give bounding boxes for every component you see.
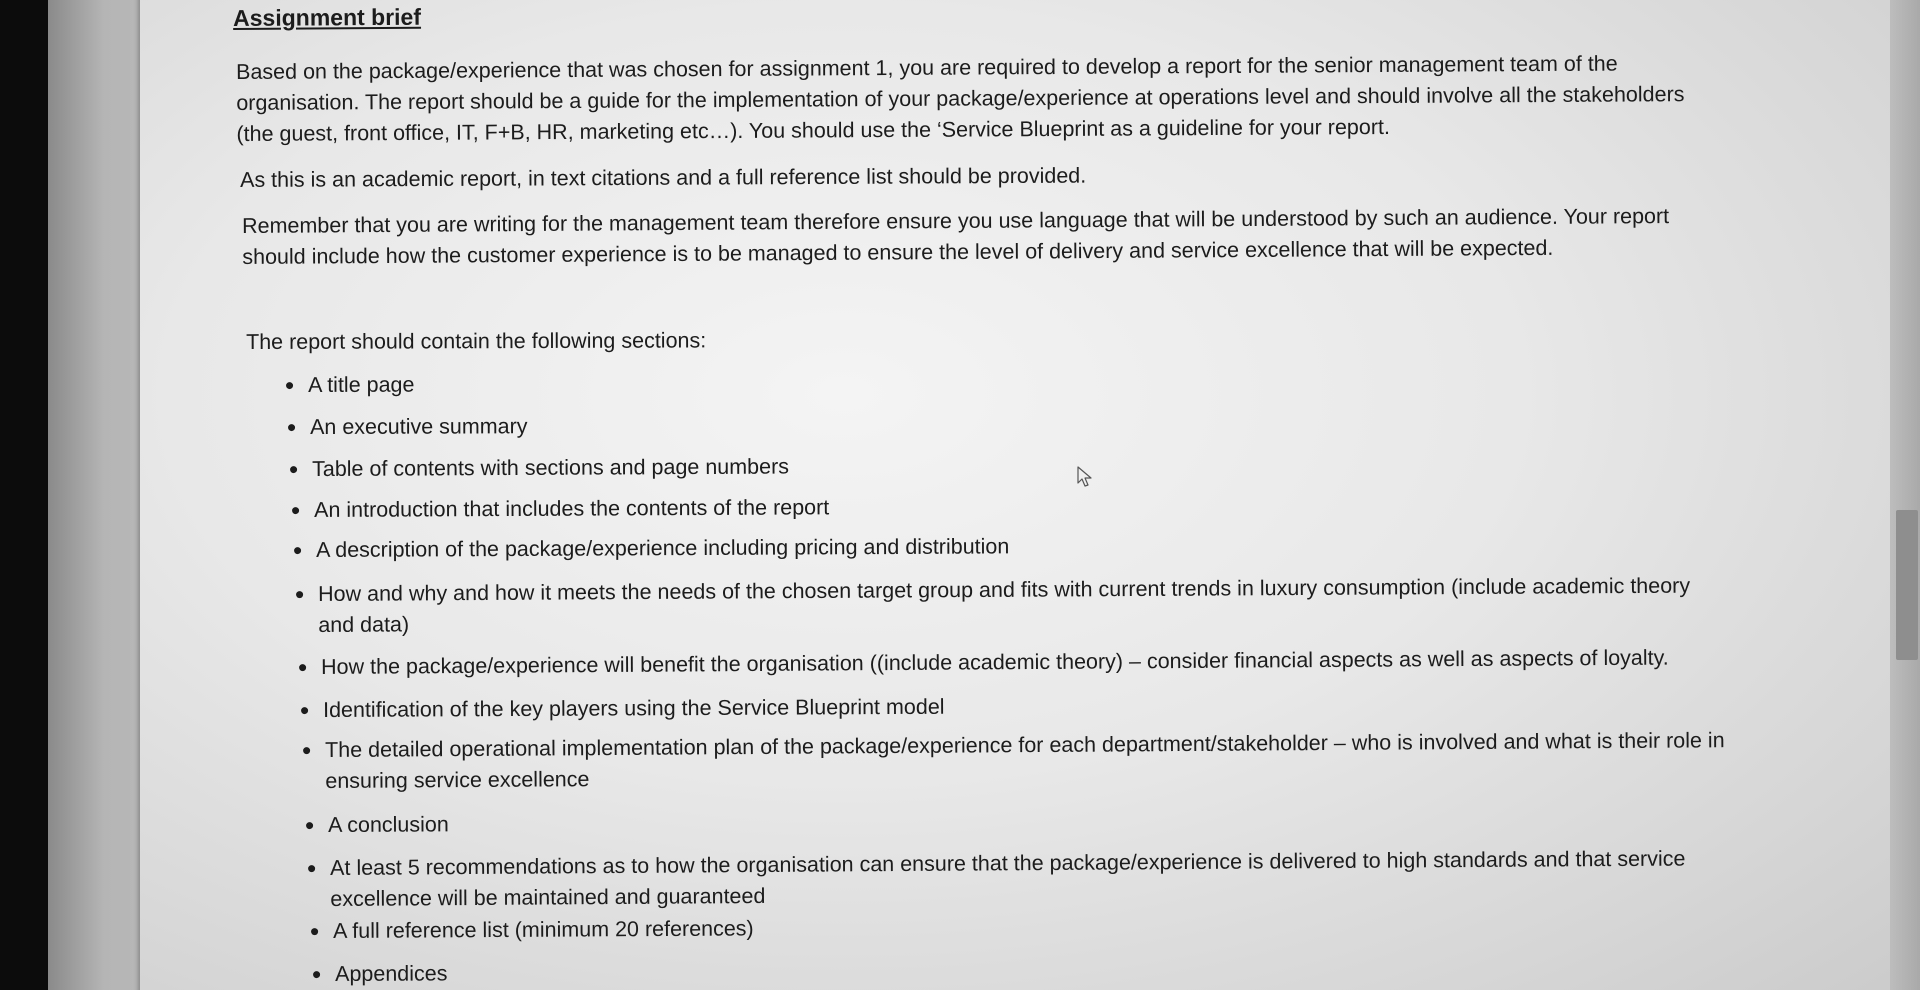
bullet-icon [311,928,318,935]
list-item: Identification of the key players using the Service Blueprint model [323,692,945,726]
bullet-icon [299,664,306,671]
paragraph-line: The report should contain the following sections: [246,328,707,354]
paragraph-line: (the guest, front office, IT, F+B, HR, marketing etc…). You should use the ‘Service Blueprint as a guideline for your report. [236,114,1390,146]
bullet-icon [290,466,297,473]
list-item: A conclusion [328,809,449,841]
list-item: The detailed operational implementation plan of the package/experience for each department/stakeholder – who is involved and what is their role in ensuring service excellence [325,725,1725,797]
bullet-icon [313,971,320,978]
paragraph-line: As this is an academic report, in text citations and a full reference list should be provided. [240,163,1087,192]
paragraph-audience [242,201,1669,273]
list-item: A title page [308,370,414,401]
bullet-icon [292,507,299,514]
assignment-brief-heading: Assignment brief [233,3,422,31]
list-item: A description of the package/experience including pricing and distribution [316,531,1009,566]
bullet-icon [294,547,301,554]
list-item: An introduction that includes the contents of the report [314,492,829,526]
paragraph-citations [240,161,1086,196]
bullet-icon [288,424,295,431]
paragraph-sections-intro [246,325,706,358]
paragraph-line: Remember that you are writing for the management team therefore ensure you use language that will be understood by such an audience. Your report [242,204,1670,238]
list-item: Appendices [335,958,448,990]
paragraph-line: organisation. The report should be a guide for the implementation of your package/experience at operations level and should involve all the stakeholders [236,82,1685,115]
paragraph-line: Based on the package/experience that was chosen for assignment 1, you are required to develop a report for the senior management team of the [236,51,1618,84]
bullet-icon [296,591,303,598]
mouse-pointer-icon [1077,466,1093,488]
list-item: A full reference list (minimum 20 references) [333,913,754,947]
list-item: At least 5 recommendations as to how the organisation can ensure that the package/experience is delivered to high standards and that service excellence will be maintained and guaranteed [330,844,1686,915]
paragraph-line: should include how the customer experience is to be managed to ensure the level of delivery and service excellence that will be expected. [242,235,1554,269]
bullet-icon [306,822,313,829]
list-item: How the package/experience will benefit the organisation ((include academic theory) – consider financial aspects as well as aspects of loyalty. [321,643,1669,683]
bullet-icon [308,865,315,872]
list-item: Table of contents with sections and page numbers [312,452,789,485]
paragraph-intro [236,48,1685,150]
list-item: How and why and how it meets the needs of the chosen target group and fits with current trends in luxury consumption (include academic theory and data) [318,571,1690,641]
list-item: An executive summary [310,411,528,443]
bullet-icon [303,747,310,754]
bullet-icon [286,382,293,389]
bullet-icon [301,707,308,714]
